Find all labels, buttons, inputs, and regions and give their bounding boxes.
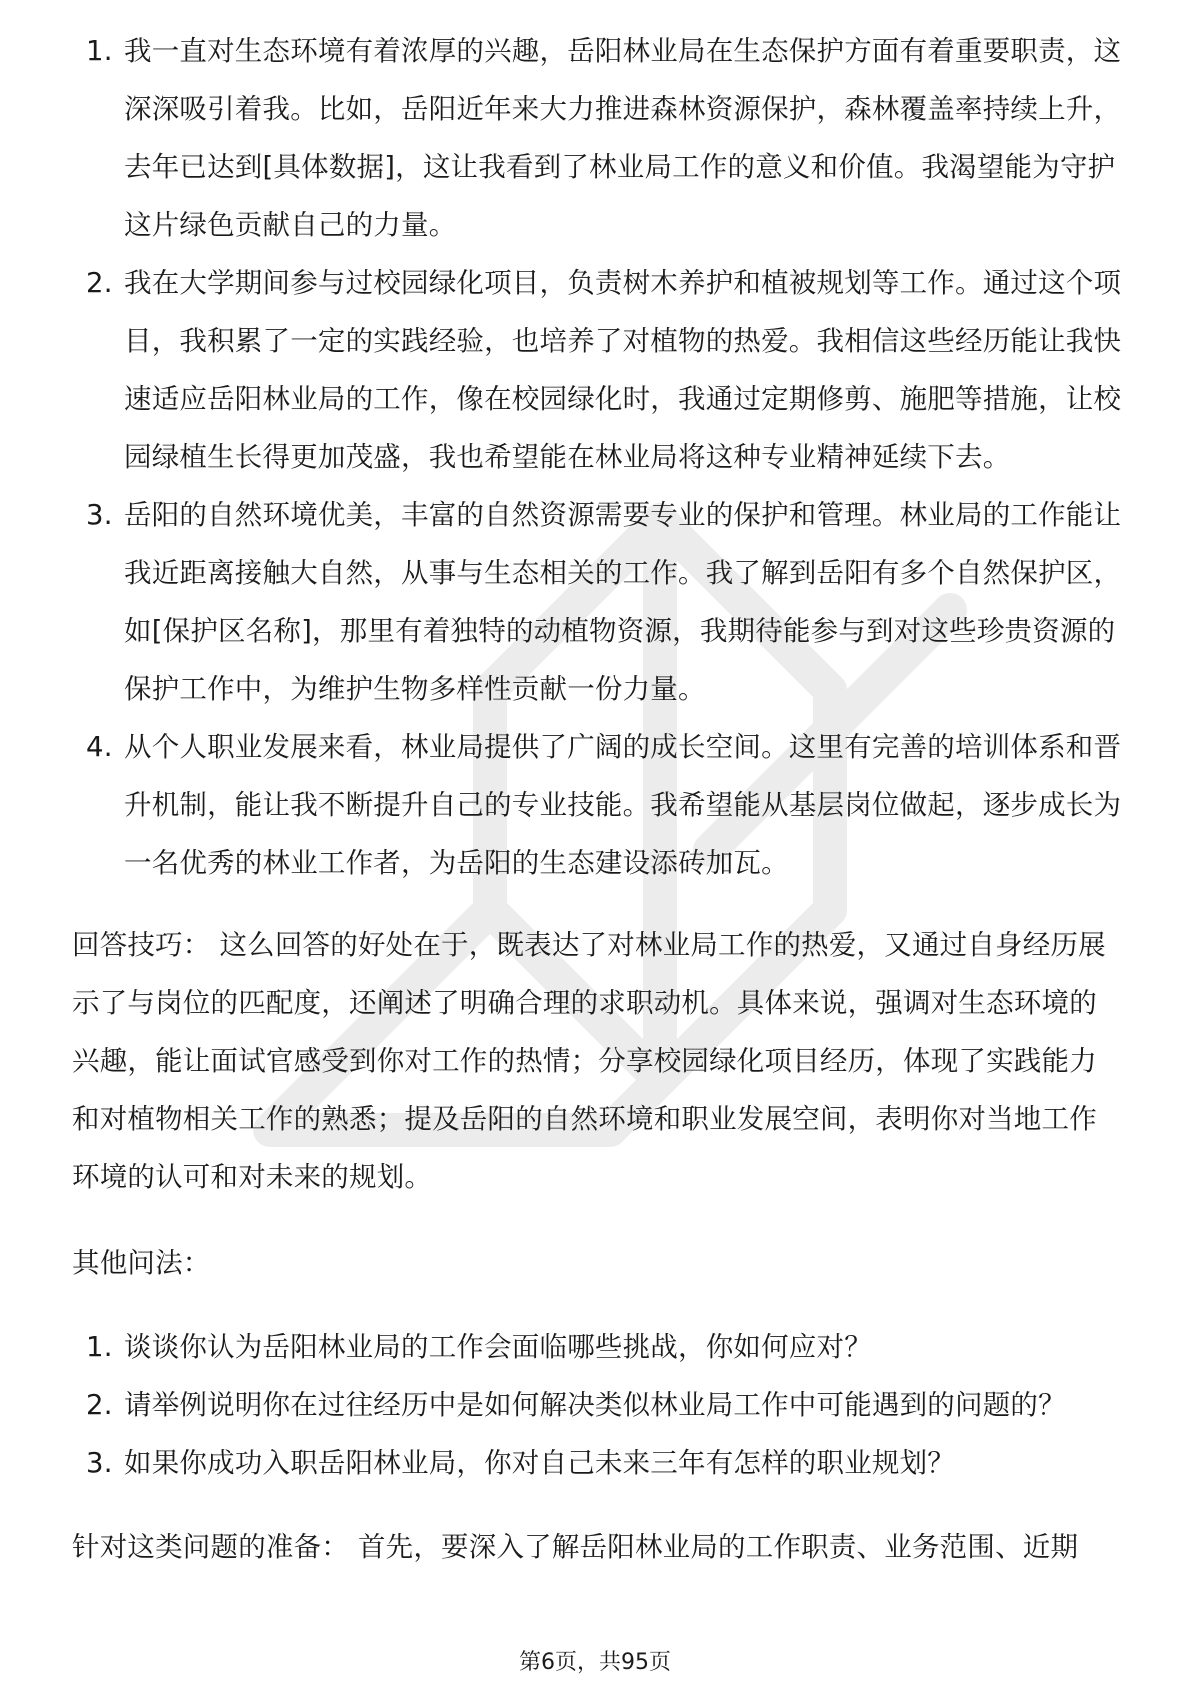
preparation-paragraph: 针对这类问题的准备： 首先，要深入了解岳阳林业局的工作职责、业务范围、近期: [72, 1531, 1079, 1563]
answer-text: 我一直对生态环境有着浓厚的兴趣，岳阳林业局在生态保护方面有着重要职责，这深深吸引着我。比如，岳阳近年来大力推进森林资源保护，森林覆盖率持续上升，去年已达到[具体数据]，这让我看到了林业局工作的意义和价值。我渴望能为守护这片绿色贡献自己的力量。: [124, 35, 1122, 241]
answer-item-4: [72, 718, 1122, 892]
question-number: 2.: [86, 1389, 113, 1421]
document-body: [72, 22, 1122, 1576]
other-question-item-1: [72, 1318, 1122, 1376]
answer-number: 1.: [86, 35, 113, 67]
answer-text: 岳阳的自然环境优美，丰富的自然资源需要专业的保护和管理。林业局的工作能让我近距离接触大自然，从事与生态相关的工作。我了解到岳阳有多个自然保护区，如[保护区名称]，那里有着独特的动植物资源，我期待能参与到对这些珍贵资源的保护工作中，为维护生物多样性贡献一份力量。: [124, 499, 1122, 705]
answer-number: 3.: [86, 499, 113, 531]
answer-item-1: [72, 22, 1122, 254]
answer-item-3: [72, 486, 1122, 718]
question-number: 1.: [86, 1331, 113, 1363]
question-text: 谈谈你认为岳阳林业局的工作会面临哪些挑战，你如何应对？: [124, 1331, 872, 1363]
answer-text: 从个人职业发展来看，林业局提供了广阔的成长空间。这里有完善的培训体系和晋升机制，能让我不断提升自己的专业技能。我希望能从基层岗位做起，逐步成长为一名优秀的林业工作者，为岳阳的生态建设添砖加瓦。: [124, 731, 1122, 879]
answer-item-2: [72, 254, 1122, 486]
answer-tips-paragraph: 回答技巧： 这么回答的好处在于，既表达了对林业局工作的热爱，又通过自身经历展示了与岗位的匹配度，还阐述了明确合理的求职动机。具体来说，强调对生态环境的兴趣，能让面试官感受到你对工作的热情；分享校园绿化项目经历，体现了实践能力和对植物相关工作的熟悉；提及岳阳的自然环境和职业发展空间，表明你对当地工作环境的认可和对未来的规划。: [72, 929, 1106, 1193]
other-questions-heading: 其他问法：: [72, 1247, 211, 1279]
page-footer: 第6页，共95页: [519, 1650, 671, 1675]
question-text: 如果你成功入职岳阳林业局，你对自己未来三年有怎样的职业规划？: [124, 1447, 955, 1479]
answer-number: 4.: [86, 731, 113, 763]
other-question-item-2: [72, 1376, 1122, 1434]
answer-list: [72, 22, 1122, 892]
answer-text: 我在大学期间参与过校园绿化项目，负责树木养护和植被规划等工作。通过这个项目，我积累了一定的实践经验，也培养了对植物的热爱。我相信这些经历能让我快速适应岳阳林业局的工作，像在校园绿化时，我通过定期修剪、施肥等措施，让校园绿植生长得更加茂盛，我也希望能在林业局将这种专业精神延续下去。: [124, 267, 1122, 473]
question-number: 3.: [86, 1447, 113, 1479]
other-question-item-3: [72, 1434, 1122, 1492]
answer-number: 2.: [86, 267, 113, 299]
question-text: 请举例说明你在过往经历中是如何解决类似林业局工作中可能遇到的问题的？: [124, 1389, 1066, 1421]
other-questions-list: [72, 1318, 1122, 1492]
